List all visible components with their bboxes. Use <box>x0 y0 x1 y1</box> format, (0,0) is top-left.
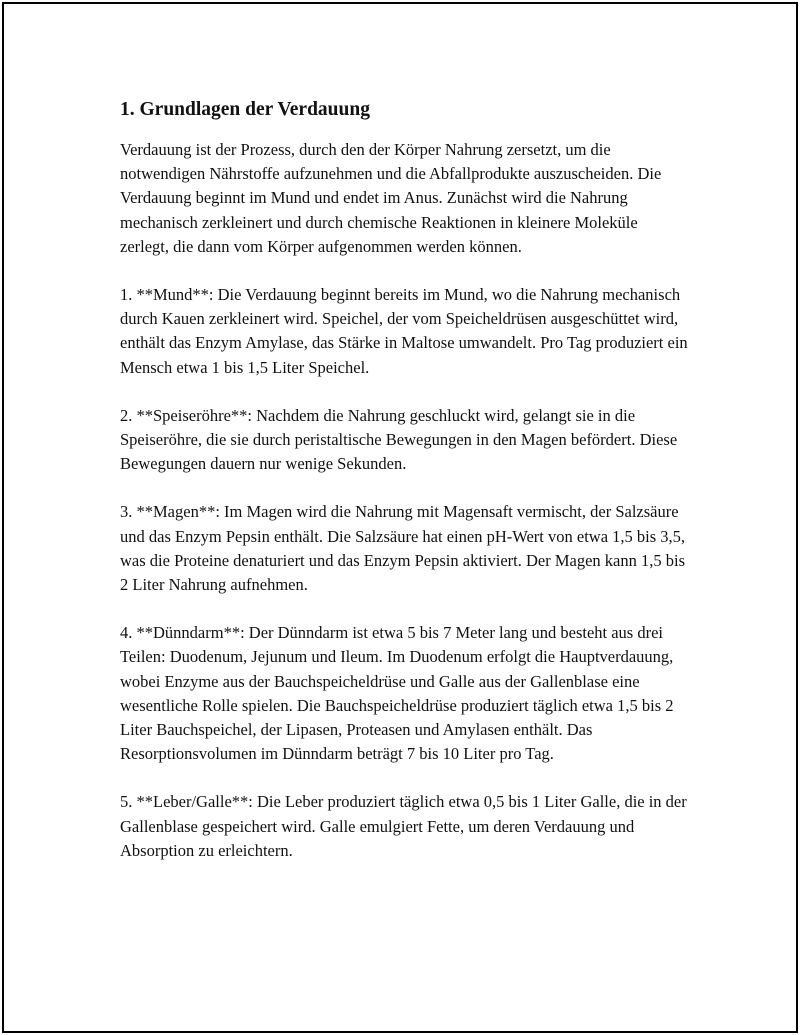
paragraph-duenndarm: 4. **Dünndarm**: Der Dünndarm ist etwa 5 bis 7 Meter lang und besteht aus drei Teilen: Duodenum, Jejunum und Ileum. Im Duodenum erfolgt die Hauptverdauung, wobei Enzyme aus der Bauchspeicheldrüse und Galle aus der Gallenblase eine wesentliche Rolle spielen. Die Bauchspeicheldrüse produziert täglich etwa 1,5 bis 2 Liter Bauchspeichel, der Lipasen, Proteasen und Amylasen enthält. Das Resorptionsvolumen im Dünndarm beträgt 7 bis 10 Liter pro Tag. <box>120 623 674 764</box>
paragraph-leber-galle: 5. **Leber/Galle**: Die Leber produziert täglich etwa 0,5 bis 1 Liter Galle, die in der Gallenblase gespeichert wird. Galle emulgiert Fette, um deren Verdauung und Absorption zu erleichtern. <box>120 792 687 860</box>
page-frame <box>2 2 798 1033</box>
section-heading: 1. Grundlagen der Verdauung <box>120 99 370 120</box>
intro-paragraph: Verdauung ist der Prozess, durch den der Körper Nahrung zersetzt, um die notwendigen Nährstoffe aufzunehmen und die Abfallprodukte auszuscheiden. Die Verdauung beginnt im Mund und endet im Anus. Zunächst wird die Nahrung mechanisch zerkleinert und durch chemische Reaktionen in kleinere Moleküle zerlegt, die dann vom Körper aufgenommen werden können. <box>120 140 662 256</box>
paragraph-mund: 1. **Mund**: Die Verdauung beginnt bereits im Mund, wo die Nahrung mechanisch durch Kauen zerkleinert wird. Speichel, der vom Speicheldrüsen ausgeschüttet wird, enthält das Enzym Amylase, das Stärke in Maltose umwandelt. Pro Tag produziert ein Mensch etwa 1 bis 1,5 Liter Speichel. <box>120 285 688 377</box>
document-body <box>120 96 690 887</box>
paragraph-magen: 3. **Magen**: Im Magen wird die Nahrung mit Magensaft vermischt, der Salzsäure und das Enzym Pepsin enthält. Die Salzsäure hat einen pH-Wert von etwa 1,5 bis 3,5, was die Proteine denaturiert und das Enzym Pepsin aktiviert. Der Magen kann 1,5 bis 2 Liter Nahrung aufnehmen. <box>120 502 686 595</box>
paragraph-speiseroehre: 2. **Speiseröhre**: Nachdem die Nahrung geschluckt wird, gelangt sie in die Speiseröhre, die sie durch peristaltische Bewegungen in den Magen befördert. Diese Bewegungen dauern nur wenige Sekunden. <box>120 405 678 474</box>
